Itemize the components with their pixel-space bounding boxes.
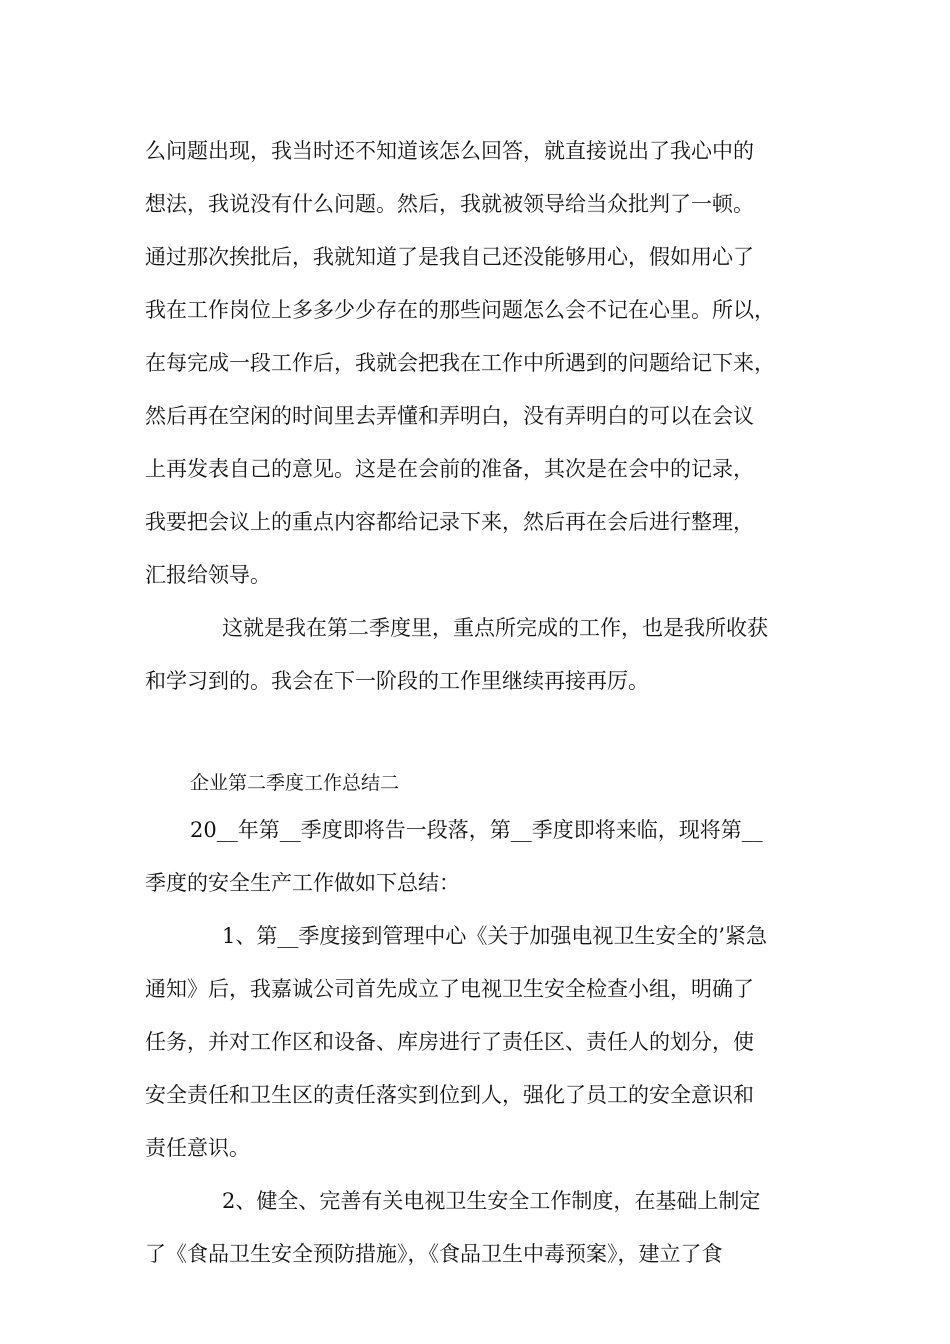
body-text-line: 通过那次挨批后，我就知道了是我自己还没能够用心，假如用心了 (145, 245, 754, 269)
body-text-line: 2、健全、完善有关电视卫生安全工作制度，在基础上制定 (222, 1189, 761, 1213)
body-text-line: 通知》后，我嘉诚公司首先成立了电视卫生安全检查小组，明确了 (145, 977, 754, 1001)
body-text-line: 这就是我在第二季度里，重点所完成的工作，也是我所收获 (222, 616, 768, 640)
body-text-line: 1、第__季度接到管理中心《关于加强电视卫生安全的’紧急 (222, 924, 768, 948)
body-text-line: 和学习到的。我会在下一阶段的工作里继续再接再厉。 (145, 669, 649, 693)
body-text-line: 汇报给领导。 (145, 563, 271, 587)
body-text-line: 上再发表自己的意见。这是在会前的准备，其次是在会中的记录， (145, 457, 754, 481)
body-text-line: 责任意识。 (145, 1136, 250, 1160)
body-text-line: 了《食品卫生安全预防措施》，《食品卫生中毒预案》，建立了食 (145, 1242, 723, 1266)
body-text-line: 安全责任和卫生区的责任落实到位到人，强化了员工的安全意识和 (145, 1083, 754, 1107)
body-text-line: 20__年第__季度即将告一段落，第__季度即将来临，现将第__ (190, 818, 763, 842)
body-text-line: 么问题出现，我当时还不知道该怎么回答，就直接说出了我心中的 (145, 139, 754, 163)
body-text-line: 季度的安全生产工作做如下总结： (145, 871, 460, 895)
body-text-line: 任务，并对工作区和设备、库房进行了责任区、责任人的划分，使 (145, 1030, 754, 1054)
body-text-line: 想法，我说没有什么问题。然后，我就被领导给当众批判了一顿。 (145, 192, 754, 216)
body-text-line: 在每完成一段工作后，我就会把我在工作中所遇到的问题给记下来， (145, 351, 775, 375)
section-heading: 企业第二季度工作总结二 (190, 772, 400, 794)
body-text-line: 我要把会议上的重点内容都给记录下来，然后再在会后进行整理， (145, 510, 754, 534)
body-text-line: 然后再在空闲的时间里去弄懂和弄明白，没有弄明白的可以在会议 (145, 404, 754, 428)
body-text-line: 我在工作岗位上多多少少存在的那些问题怎么会不记在心里。所以， (145, 298, 775, 322)
